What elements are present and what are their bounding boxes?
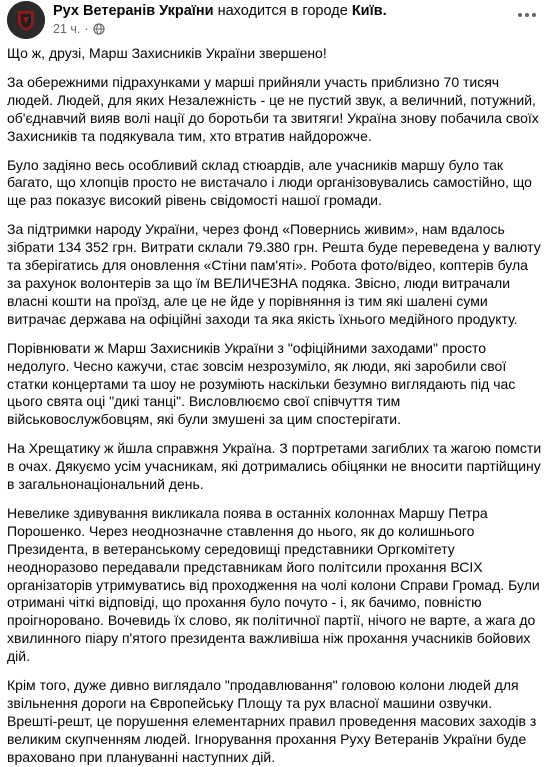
post-paragraph: Порівнювати ж Марш Захисників України з "офіційними заходами" просто недолуго. Чесно кажучи, стає зовсім незрозуміло, як люди, які заробили свої статки концертами та шоу не розуміють наскільки безумно виглядають під час цього свята оці "дикі танці". Висловлюємо свої співчуття тим військовослужбовцям, які були змушені за цим спостерігати. (7, 339, 516, 428)
organization-logo-icon (7, 1, 45, 39)
page-avatar[interactable] (7, 1, 45, 39)
meta-separator: · (84, 22, 89, 36)
post-paragraph: Що ж, друзі, Марш Захисників України звершено! (7, 45, 327, 61)
globe-icon (93, 23, 105, 35)
more-options-icon (518, 13, 522, 17)
post-header (7, 0, 544, 45)
post-paragraph: Крім того, дуже дивно виглядало "продавлювання" головою колони людей для звільнення дороги на Європейську Площу та рух власної машини озвучки. Врешті-решт, це порушення елементарних правил проведення масових заходів з великим скупченням людей. Ігнорування прохання Руху Ветеранів України буде враховано при плануванні наступних дій. (7, 677, 537, 765)
post-paragraph: Невелике здивування викликала поява в останніх колоннах Маршу Петра Порошенко. Через неоднозначне ставлення до нього, як до колишнього Президента, в ветеранському середовищі представники Оргкомітету неодноразово передавали представникам його політсили прохання ВСІХ організаторів утримуватись від проходження на чолі колони Справи Громад. Були отримані чіткі відповіді, що прохання було почуто - і, як бачимо, повністю проігноровано. Вочевидь їх слово, як політичної партії, нічого не варте, а жага до хвилинного піару п'ятого президента важливіша ніж прохання учасників бойових дій. (7, 504, 540, 665)
header-text (53, 2, 544, 37)
post-paragraph: За підтримки народу України, через фонд «Повернись живим», нам вдалось зібрати 134 352 грн. Витрати склали 79.380 грн. Решта буде переведена у валюту та зберігатись для оновлення «Стіни пам'яті». Робота фото/відео, коптерів була за рахунок волонтерів за що їм ВЕЛИЧЕЗНА подяка. Звісно, люди витрачали власні кошти на проїзд, але це не йде у порівняння із тим які шалені суми витрачає держава на офіційні заходи та яка якість їхнього медійного продукту. (7, 221, 541, 327)
post-meta (53, 21, 544, 37)
location-prefix: находится в городе (217, 3, 348, 19)
title-line (53, 2, 544, 20)
post-body (7, 45, 544, 767)
page-name-link[interactable]: Рух Ветеранів України (53, 3, 214, 19)
post-paragraph: За обережними підрахунками у маршi прийняли участь приблизно 70 тисяч людей. Людей, для яких Незалежність - це не пустий звук, а величний, потужний, об'єднавчий вияв волі нації до боротьби та звитяги! Україна знову побачила своїх Захисників та подякувала тим, хто втратив найдорожче. (7, 73, 539, 144)
post-paragraph: На Хрещатику ж йшла справжня Україна. З портретами загиблих та жагою помсти в очах. Дякуємо усім учасникам, які дотримались обіцянки не вносити партійщину в загальнонаціональний день. (7, 440, 542, 493)
post-time-link[interactable]: 21 ч. (53, 22, 81, 36)
post-paragraph: Було задіяно весь особливий склад стюардів, але учасників маршу було так багато, що хлопців просто не вистачало і люди організовувались самостійно, що ще раз показує високий рівень свідомості нашої громади. (7, 156, 532, 209)
location-city-link[interactable]: Київ. (351, 3, 387, 19)
more-options-button[interactable] (516, 6, 540, 26)
